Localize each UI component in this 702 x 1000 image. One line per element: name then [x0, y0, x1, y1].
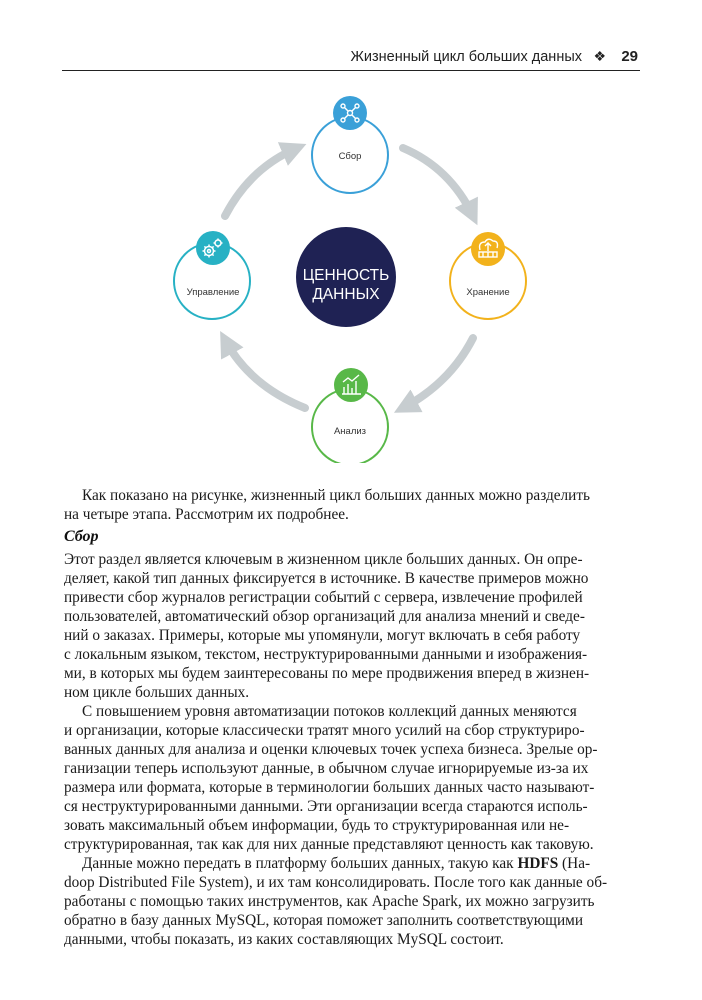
section-heading: Сбор	[64, 528, 99, 545]
arrow-top-right	[403, 148, 473, 216]
p2-line-1: С повышением уровня автоматизации потоков коллекций данных меняются	[82, 703, 577, 720]
page-number: 29	[621, 48, 638, 65]
p2-line-7: зовать максимальный объем информации, будь то структурированная или не-	[64, 817, 570, 834]
ornament-icon: ❖	[593, 48, 606, 64]
p2-line-3: ванных данных для анализа и оценки ключевых точек успеха бизнеса. Зрелые ор-	[64, 741, 598, 758]
stage-label-top: Сбор	[338, 151, 362, 162]
p3-line-5: данными, чтобы показать, из каких составляющих MySQL состоит.	[64, 931, 504, 948]
p2-line-4: ганизации теперь используют данные, в обычном случае игнорируемые из-за их	[64, 760, 589, 777]
arrow-left-top	[225, 148, 297, 216]
chapter-title: Жизненный цикл больших данных	[350, 49, 582, 65]
paragraph-1	[64, 550, 641, 702]
p2-line-8: структурированная, так как для них данные представляют ценность как таковую.	[64, 836, 594, 853]
arrow-bottom-left	[225, 340, 305, 408]
analysis-icon-badge	[334, 368, 368, 402]
p1-line-1: Этот раздел является ключевым в жизненном цикле больших данных. Он опре-	[64, 551, 583, 568]
p1-line-2: деляет, какой тип данных фиксируется в источнике. В качестве примеров можно	[64, 570, 589, 587]
p3-line-3: работаны с помощью таких инструментов, как Apache Spark, их можно загрузить	[64, 893, 595, 910]
intro-paragraph	[64, 486, 641, 524]
p3-line-2: doop Distributed File System), и их там консолидировать. После того как данные об-	[64, 874, 608, 891]
intro-line-1: Как показано на рисунке, жизненный цикл больших данных можно разделить	[82, 487, 591, 504]
center-label-line2: ДАННЫХ	[312, 286, 380, 303]
intro-line-2: на четыре этапа. Рассмотрим их подробнее.	[64, 506, 349, 523]
p2-line-5: размера или формата, которые в терминологии больших данных часто называют-	[64, 779, 595, 796]
p1-line-4: пользователей, автоматический обзор организаций для анализа мнений и сведе-	[64, 608, 585, 625]
p3-line-1	[64, 854, 641, 873]
paragraph-3	[64, 854, 641, 949]
p1-line-5: ний о заказах. Примеры, которые мы упомянули, могут включать в себя работу	[64, 627, 581, 644]
p3-line-1-end: (Ha-	[558, 855, 591, 872]
running-header	[62, 48, 640, 71]
p2-line-2: и организации, которые классически тратят много усилий на сбор структуриро-	[64, 722, 585, 739]
p3-line-1-start: Данные можно передать в платформу больших данных, такую как	[82, 855, 518, 872]
center-label-line1: ЦЕННОСТЬ	[302, 267, 390, 284]
p1-line-7: ми, в которых мы будем заинтересованы по мере продвижения вперед в жизнен-	[64, 665, 590, 682]
p1-line-6: с локальным языком, текстом, неструктурированными данными и изображения-	[64, 646, 588, 663]
stage-label-right: Хранение	[466, 287, 510, 298]
arrow-right-bottom	[403, 338, 473, 408]
p1-line-8: ном цикле больших данных.	[64, 684, 250, 701]
network-icon-badge	[333, 96, 367, 130]
p3-line-4: обратно в базу данных MySQL, которая поможет заполнить соответствующими	[64, 912, 584, 929]
hdfs-term: HDFS	[517, 855, 559, 872]
p1-line-3: привести сбор журналов регистрации событий с сервера, извлечение профилей	[64, 589, 583, 606]
lifecycle-diagram	[150, 88, 550, 463]
stage-label-bottom: Анализ	[333, 426, 367, 437]
lifecycle-svg	[150, 88, 550, 463]
p2-line-6: ся неструктурированными данными. Эти организации всегда стараются исполь-	[64, 798, 588, 815]
paragraph-2	[64, 702, 641, 854]
stage-label-left: Управление	[186, 287, 240, 298]
